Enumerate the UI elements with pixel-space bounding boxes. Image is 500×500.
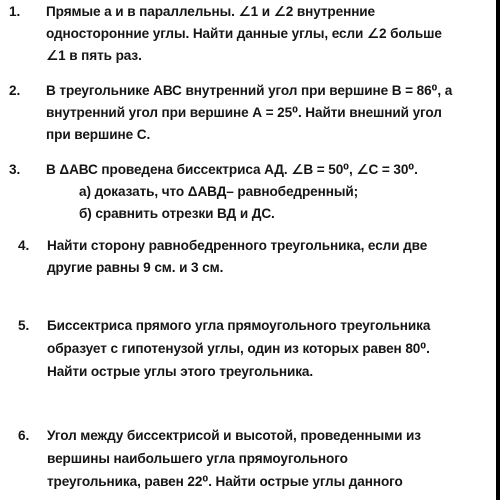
problem-text-line: б) сравнить отрезки ВД и ДС. xyxy=(79,206,275,221)
problem-text-line: Угол между биссектрисой и высотой, проведенными из xyxy=(47,428,421,443)
problem-text-line: треугольника, равен 22⁰. Найти острые углы данного xyxy=(47,474,403,489)
problem-number: 1. xyxy=(9,4,21,19)
problem-text-line: В треугольнике АВС внутренний угол при вершине В = 86⁰, а xyxy=(46,83,453,98)
problem-number: 4. xyxy=(18,238,30,253)
problem-text-line: а) доказать, что ΔАВД– равнобедренный; xyxy=(79,184,359,199)
problem-text-line: внутренний угол при вершине А = 25⁰. Найти внешний угол xyxy=(46,105,442,120)
problem-text-line: Найти острые углы этого треугольника. xyxy=(47,364,314,379)
problem-text-line: ∠1 в пять раз. xyxy=(46,48,142,63)
problem-text-line: при вершине С. xyxy=(46,127,151,142)
problem-text-line: Прямые а и в параллельны. ∠1 и ∠2 внутренние xyxy=(46,4,376,19)
problem-text-line: Найти сторону равнобедренного треугольника, если две xyxy=(47,238,428,253)
problem-number: 2. xyxy=(9,83,21,98)
problem-number: 5. xyxy=(18,318,30,333)
problem-text-line: односторонние углы. Найти данные углы, если ∠2 больше xyxy=(46,26,442,41)
problem-text-line: В ΔАВС проведена биссектриса АД. ∠В = 50⁰, ∠С = 30⁰. xyxy=(46,162,418,177)
problem-number: 6. xyxy=(18,428,30,443)
problem-text-line: Биссектриса прямого угла прямоугольного треугольника xyxy=(47,318,431,333)
problem-text-line: образует с гипотенузой углы, один из которых равен 80⁰. xyxy=(47,341,430,356)
problem-text-line: вершины наибольшего угла прямоугольного xyxy=(47,451,348,466)
problem-text-line: другие равны 9 см. и 3 см. xyxy=(47,260,224,275)
problem-number: 3. xyxy=(9,162,21,177)
